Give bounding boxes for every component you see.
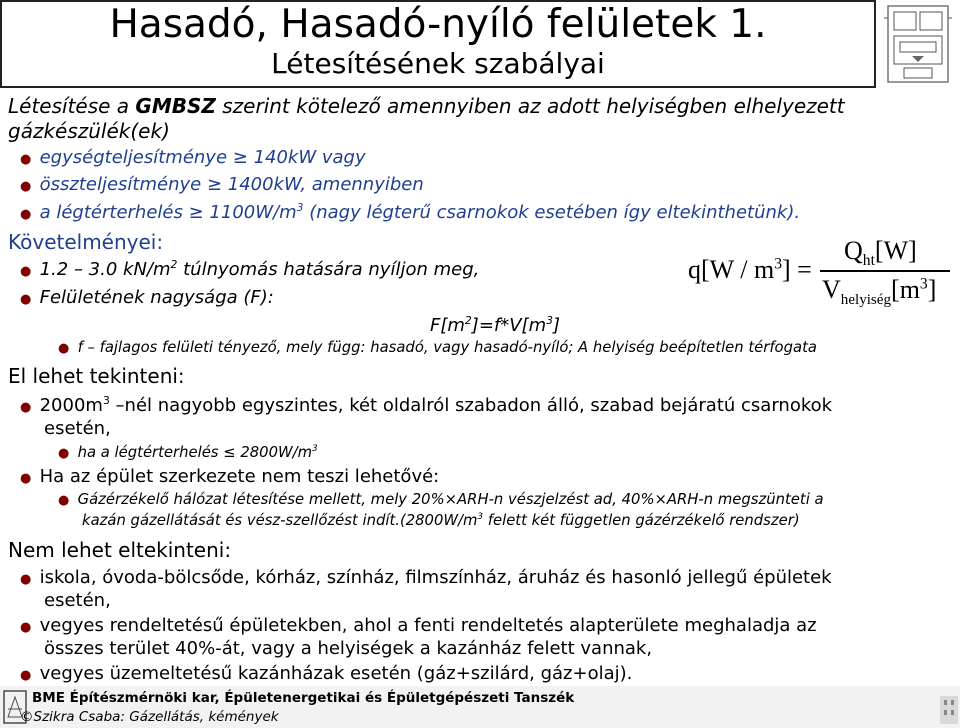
bullet-icon: ● <box>20 400 40 415</box>
gas-meter-icon <box>880 4 956 84</box>
bullet-icon: ● <box>20 264 40 279</box>
bullet-icon: ● <box>20 471 40 486</box>
bullet-icon: ● <box>20 152 40 167</box>
bullet-icon: ● <box>58 446 78 461</box>
can-neglect-item: ● $2000m^3$ –nél nagyobb egyszintes, két oldalról szabadon álló, szabad bejáratú csarnokok <box>20 394 833 416</box>
cannot-neglect-heading: Nem lehet eltekinteni: <box>8 538 232 562</box>
cannot-neglect-item: ● iskola, óvoda-bölcsőde, kórház, színház, filmszínház, áruház és hasonló jellegű épületek <box>20 567 832 588</box>
intro-line-2: gázkészülék(ek) <box>8 119 170 143</box>
page-title: Hasadó, Hasadó-nyíló felületek 1. <box>109 2 767 47</box>
load-formula-lhs: $q[W / m^3]$ = <box>688 255 812 284</box>
bullet-icon: ● <box>20 572 40 587</box>
bullet-icon: ● <box>58 341 78 356</box>
can-neglect-item-cont: esetén, <box>44 418 111 439</box>
can-neglect-item: ● Ha az épület szerkezete nem teszi lehetővé: <box>20 466 440 487</box>
load-formula-numerator: $Q_{ht}[W]$ <box>844 236 917 270</box>
can-neglect-subitem: ● Gázérzékelő hálózat létesítése mellett, mely 20%×ARH-n vészjelzést ad, 40%×ARH-n megszünteti a <box>58 491 824 508</box>
bullet-icon: ● <box>20 207 40 222</box>
cannot-neglect-item-cont: összes terület 40%-át, vagy a helyiségek a kazánház felett vannak, <box>44 638 653 659</box>
cannot-neglect-item: ● vegyes üzemeltetésű kazánházak esetén (gáz+szilárd, gáz+olaj). <box>20 663 633 684</box>
bullet-icon: ● <box>20 292 40 307</box>
intro-post: szerint kötelező amennyiben az adott helyiségben elhelyezett <box>215 94 845 118</box>
intro-pre: Létesítése a <box>8 94 136 118</box>
area-formula: $F[m^2]=f*V[m^3]$ <box>430 314 561 336</box>
bullet-icon: ● <box>58 493 78 508</box>
requirement-item: ● 1.2 – 3.0 $kN/m^2$ túlnyomás hatására nyíljon meg, <box>20 258 480 280</box>
condition-item: ● a légtérterhelés ≥ $1100W/m^3$ (nagy légterű csarnokok esetében így eltekinthetünk). <box>20 201 801 223</box>
footer-author: ©Szikra Csaba: Gázellátás, kémények <box>20 709 279 725</box>
requirements-heading: Követelményei: <box>8 230 164 254</box>
bullet-icon: ● <box>20 179 40 194</box>
footer-department: BME Építészmérnöki kar, Épületenergetikai és Épületgépészeti Tanszék <box>32 690 575 706</box>
can-neglect-subitem-cont: kazán gázellátását és vész-szellőzést $indít.(2800W/m^3$ felett két független gázérzékelő rendszer) <box>82 512 800 529</box>
cannot-neglect-item: ● vegyes rendeltetésű épületekben, ahol a fenti rendeltetés alapterülete meghaladja az <box>20 615 817 636</box>
condition-item: ● egységteljesítménye ≥ 140kW vagy <box>20 147 366 168</box>
can-neglect-heading: El lehet tekinteni: <box>8 364 185 388</box>
bullet-icon: ● <box>20 620 40 635</box>
fraction-bar <box>820 270 950 272</box>
condition-item: ● összteljesítménye ≥ 1400kW, amennyiben <box>20 174 424 195</box>
cannot-neglect-item-cont: esetén, <box>44 590 111 611</box>
intro-bold: GMBSZ <box>135 94 216 118</box>
requirement-item: ● Felületének nagysága (F): <box>20 287 274 308</box>
intro-line <box>8 94 845 118</box>
load-formula-denominator: $V_{helyiség}[m^3]$ <box>822 275 937 309</box>
can-neglect-subitem: ● ha a légtérterhelés ≤ $2800W/m^3$ <box>58 444 318 461</box>
f-note: ● f – fajlagos felületi tényező, mely függ: hasadó, vagy hasadó-nyíló; A helyiség beépítetlen térfogata <box>58 339 817 356</box>
building-icon <box>938 686 960 726</box>
page-subtitle: Létesítésének szabályai <box>271 47 605 80</box>
bullet-icon: ● <box>20 668 40 683</box>
